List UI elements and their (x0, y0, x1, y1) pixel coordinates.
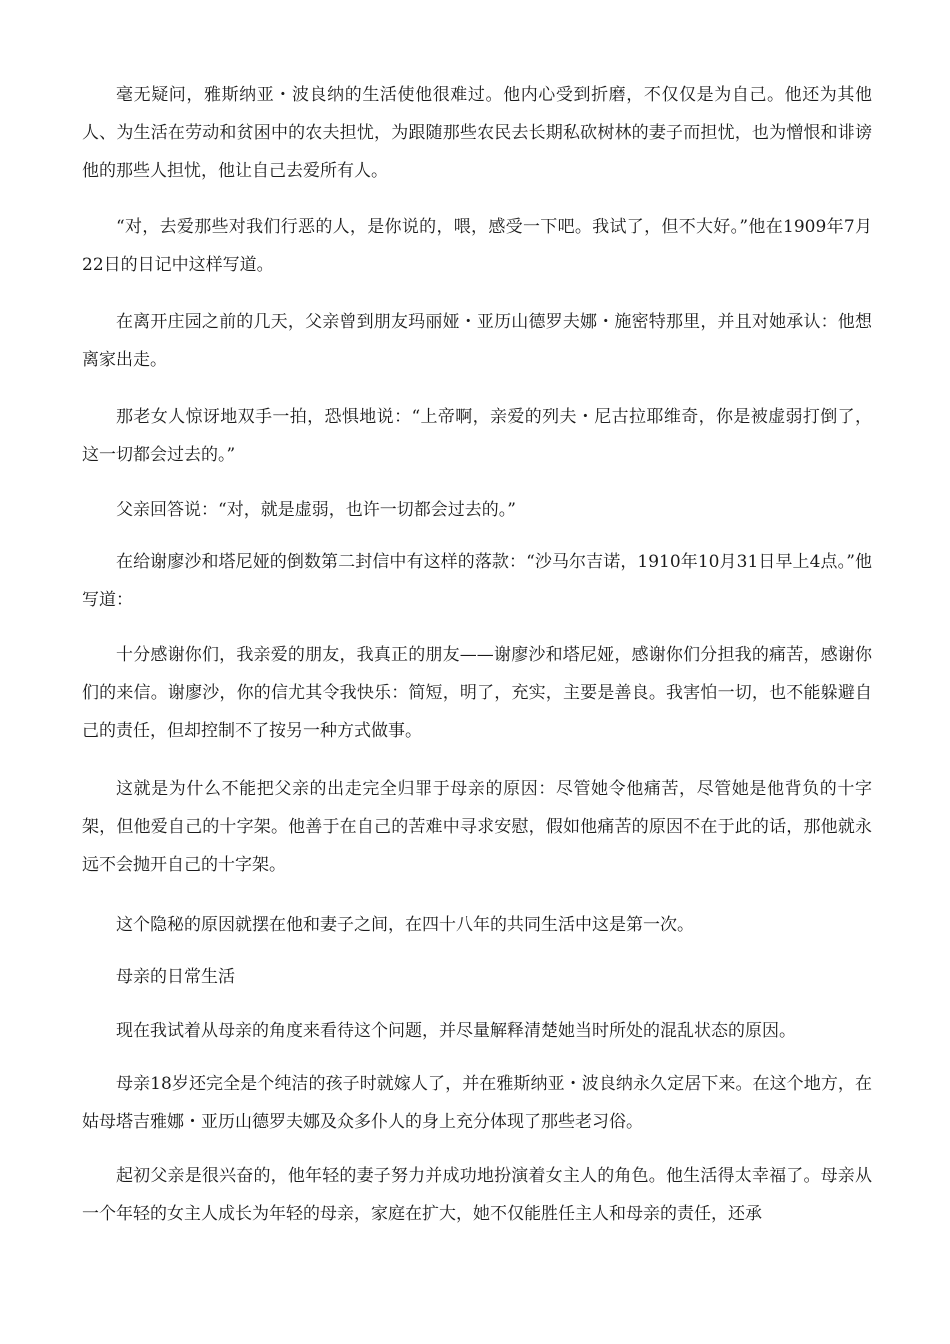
paragraph: 现在我试着从母亲的角度来看待这个问题，并尽量解释清楚她当时所处的混乱状态的原因。 (116, 1021, 796, 1041)
paragraph: 十分感谢你们，我亲爱的朋友，我真正的朋友——谢廖沙和塔尼娅，感谢你们分担我的痛苦，感谢你们的来信。谢廖沙，你的信尤其令我快乐：简短，明了，充实，主要是善良。我害怕一切，也不能躲避自己的责任，但却控制不了按另一种方式做事。 (82, 645, 872, 741)
paragraph: 母亲18岁还完全是个纯洁的孩子时就嫁人了，并在雅斯纳亚・波良纳永久定居下来。在这个地方，在姑母塔吉雅娜・亚历山德罗夫娜及众多仆人的身上充分体现了那些老习俗。 (82, 1074, 872, 1132)
paragraph: “对，去爱那些对我们行恶的人，是你说的，喂，感受一下吧。我试了，但不大好。”他在1909年7月22日的日记中这样写道。 (82, 217, 872, 275)
section-heading: 母亲的日常生活 (116, 967, 235, 987)
paragraph: 这个隐秘的原因就摆在他和妻子之间，在四十八年的共同生活中这是第一次。 (116, 915, 694, 935)
paragraph: 在离开庄园之前的几天，父亲曾到朋友玛丽娅・亚历山德罗夫娜・施密特那里，并且对她承认：他想离家出走。 (82, 312, 872, 370)
paragraph: 在给谢廖沙和塔尼娅的倒数第二封信中有这样的落款：“沙马尔吉诺，1910年10月31日早上4点。”他写道： (82, 552, 872, 610)
paragraph: 这就是为什么不能把父亲的出走完全归罪于母亲的原因：尽管她令他痛苦，尽管她是他背负的十字架，但他爱自己的十字架。他善于在自己的苦难中寻求安慰，假如他痛苦的原因不在于此的话，那他就永远不会抛开自己的十字架。 (82, 779, 872, 875)
paragraph: 父亲回答说：“对，就是虚弱，也许一切都会过去的。” (116, 500, 516, 520)
paragraph: 那老女人惊讶地双手一拍，恐惧地说：“上帝啊，亲爱的列夫・尼古拉耶维奇，你是被虚弱打倒了，这一切都会过去的。” (82, 407, 872, 465)
paragraph: 毫无疑问，雅斯纳亚・波良纳的生活使他很难过。他内心受到折磨，不仅仅是为自己。他还为其他人、为生活在劳动和贫困中的农夫担忧，为跟随那些农民去长期私砍树林的妻子而担忧，也为憎恨和诽谤他的那些人担忧，他让自己去爱所有人。 (82, 85, 872, 181)
paragraph: 起初父亲是很兴奋的，他年轻的妻子努力并成功地扮演着女主人的角色。他生活得太幸福了。母亲从一个年轻的女主人成长为年轻的母亲，家庭在扩大，她不仅能胜任主人和母亲的责任，还承 (82, 1166, 872, 1224)
